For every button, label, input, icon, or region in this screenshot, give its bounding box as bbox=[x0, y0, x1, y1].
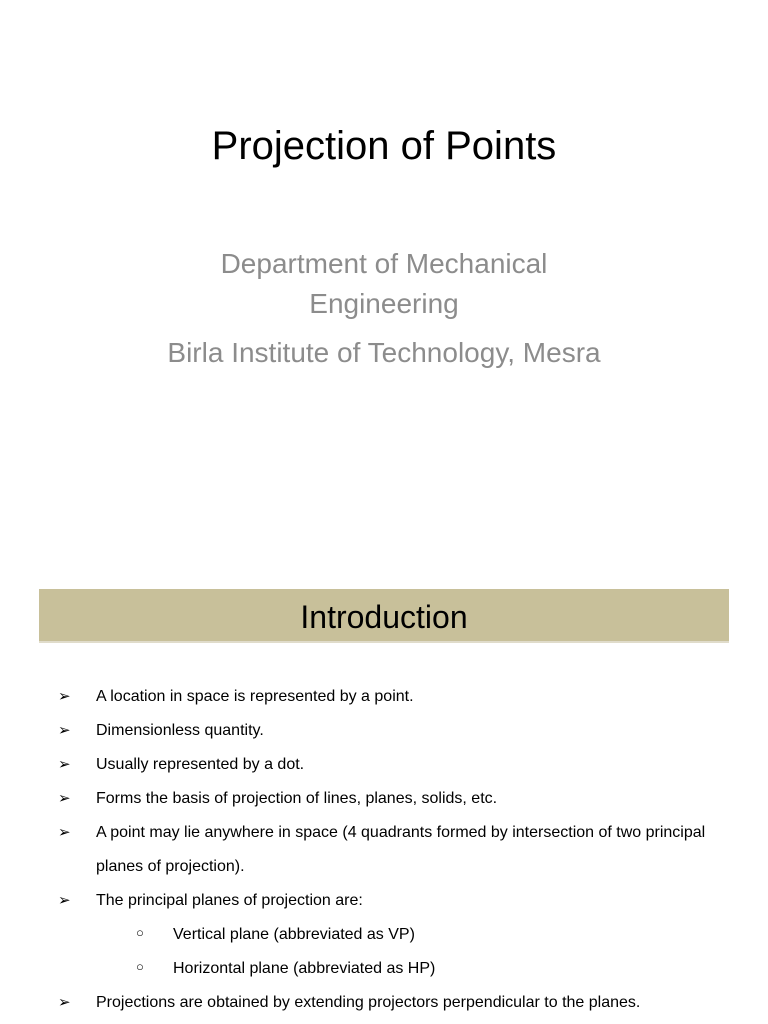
bullet-item bbox=[56, 986, 736, 1020]
bullet-item bbox=[56, 884, 736, 918]
bullet-item bbox=[56, 680, 736, 714]
bullet-text: A point may lie anywhere in space (4 quadrants formed by intersection of two principal planes of projection). bbox=[96, 824, 706, 875]
sub-bullet-item bbox=[56, 952, 736, 986]
bullet-item bbox=[56, 782, 736, 816]
section-banner bbox=[39, 589, 729, 643]
arrow-bullet-icon: ➢ bbox=[58, 892, 71, 909]
bullet-list bbox=[56, 680, 736, 1020]
arrow-bullet-icon: ➢ bbox=[58, 688, 71, 705]
bullet-text: The principal planes of projection are: bbox=[96, 892, 363, 909]
sub-bullet-text: Horizontal plane (abbreviated as HP) bbox=[173, 960, 436, 977]
subtitle-institute: Birla Institute of Technology, Mesra bbox=[167, 337, 601, 368]
arrow-bullet-icon: ➢ bbox=[58, 790, 71, 807]
circle-bullet-icon: ○ bbox=[136, 925, 144, 940]
bullet-item bbox=[56, 714, 736, 748]
sub-bullet-text: Vertical plane (abbreviated as VP) bbox=[173, 926, 415, 943]
subtitle-department-cont: Engineering bbox=[309, 288, 459, 319]
section-heading: Introduction bbox=[300, 599, 468, 635]
subtitle-department: Department of Mechanical bbox=[220, 248, 548, 279]
arrow-bullet-icon: ➢ bbox=[58, 824, 71, 841]
bullet-text: Usually represented by a dot. bbox=[96, 756, 305, 773]
bullet-item bbox=[56, 748, 736, 782]
bullet-text: Dimensionless quantity. bbox=[96, 722, 264, 739]
arrow-bullet-icon: ➢ bbox=[58, 756, 71, 773]
bullet-text: Forms the basis of projection of lines, planes, solids, etc. bbox=[96, 790, 498, 807]
arrow-bullet-icon: ➢ bbox=[58, 994, 71, 1011]
sub-bullet-item bbox=[56, 918, 736, 952]
bullet-text: A location in space is represented by a point. bbox=[96, 688, 414, 705]
bullet-text: Projections are obtained by extending projectors perpendicular to the planes. bbox=[96, 994, 641, 1011]
bullet-item bbox=[56, 816, 736, 884]
circle-bullet-icon: ○ bbox=[136, 959, 144, 974]
arrow-bullet-icon: ➢ bbox=[58, 722, 71, 739]
slide-title: Projection of Points bbox=[211, 124, 557, 168]
